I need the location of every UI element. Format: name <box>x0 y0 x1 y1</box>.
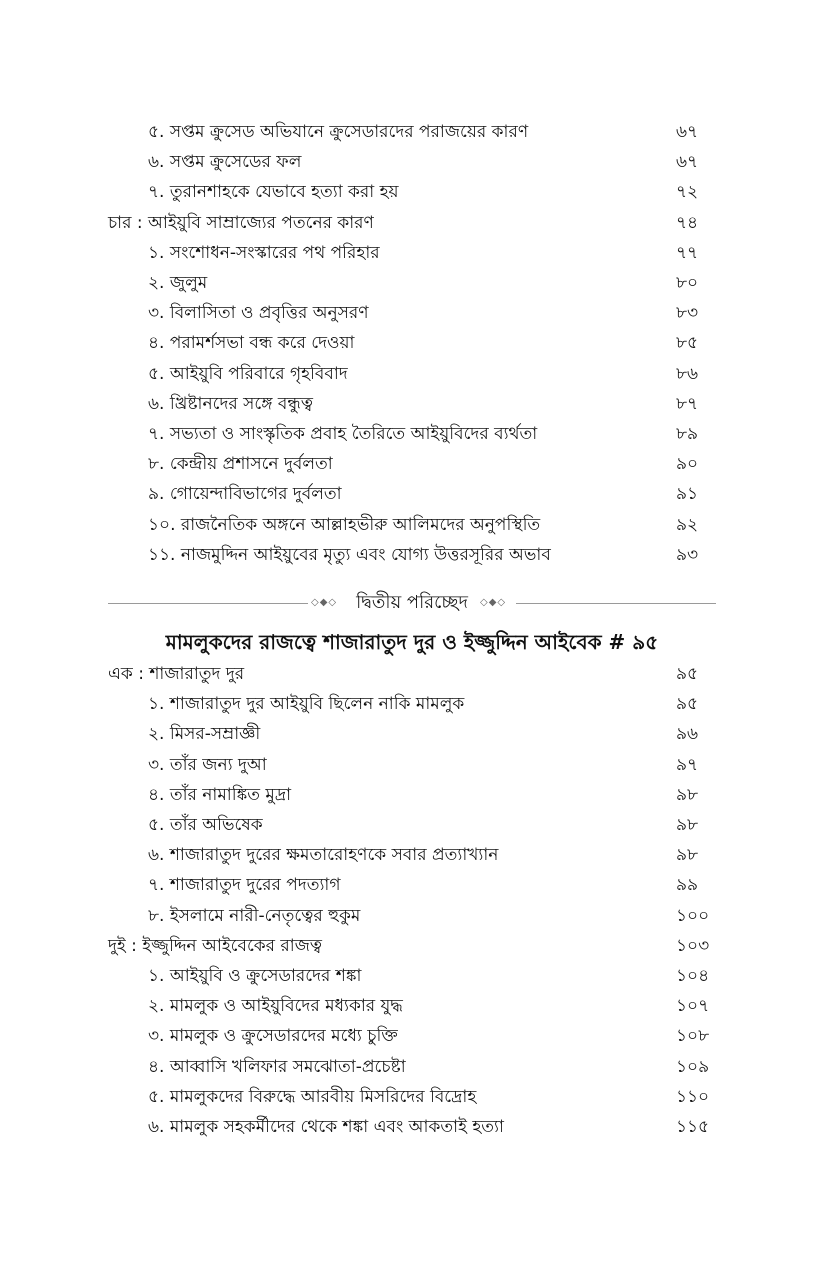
toc-entry-row <box>0 750 825 780</box>
toc-page-number: ৬৭ <box>676 122 699 142</box>
toc-page-number: ১১৫ <box>676 1117 710 1137</box>
toc-page-number: ৯৫ <box>676 664 699 684</box>
toc-page-number: ৮৭ <box>676 393 699 414</box>
divider-line-left <box>108 603 308 604</box>
toc-entry-row <box>0 479 825 509</box>
toc-entry-label: ৮. ইসলামে নারী-নেতৃত্বের হুকুম <box>148 905 361 926</box>
toc-entry-row <box>0 359 825 389</box>
toc-entry-row <box>0 540 825 570</box>
toc-page-number: ৮৯ <box>676 424 699 444</box>
toc-entry-label: ৭. শাজারাতুদ দুরের পদত্যাগ <box>148 875 341 896</box>
toc-page-number: ৯৬ <box>676 724 699 745</box>
toc-entry-row <box>0 510 825 540</box>
toc-page-number: ৯৭ <box>676 754 699 775</box>
toc-entry-label: ৪. তাঁর নামাঙ্কিত মুদ্রা <box>148 784 292 805</box>
toc-entry-label: ৪. আব্বাসি খলিফার সমঝোতা-প্রচেষ্টা <box>148 1056 406 1077</box>
toc-entry-label: ৫. মামলুকদের বিরুদ্ধে আরবীয় মিসরিদের বিদ্রোহ <box>148 1086 477 1107</box>
toc-section-row <box>0 931 825 961</box>
toc-entry-label: ১. শাজারাতুদ দুর আইয়ুবি ছিলেন নাকি মামলুক <box>148 694 465 715</box>
toc-entry-row <box>0 419 825 449</box>
toc-entry-label: ৩. মামলুক ও ক্রুসেডারদের মধ্যে চুক্তি <box>148 1026 398 1047</box>
ornament-right-icon: ◇◆◇ <box>480 597 507 608</box>
toc-entry-row <box>0 1052 825 1082</box>
toc-page-number: ৯৮ <box>676 815 699 835</box>
section-divider <box>108 588 716 618</box>
toc-page-number: ৯৯ <box>676 875 699 896</box>
toc-page-number: ৯৫ <box>676 694 699 715</box>
toc-entry-label: ৬. শাজারাতুদ দুরের ক্ষমতারোহণকে সবার প্রত্যাখ্যান <box>148 845 499 866</box>
toc-page-number: ৭৪ <box>676 212 699 233</box>
toc-page-number: ১০০ <box>676 905 710 926</box>
toc-entry-label: ৬. মামলুক সহকর্মীদের থেকে শঙ্কা এবং আকতাই হত্যা <box>148 1117 504 1137</box>
toc-page-number: ৭২ <box>676 182 699 203</box>
toc-entry-row <box>0 840 825 870</box>
toc-entry-label: ৪. পরামর্শসভা বন্ধ করে দেওয়া <box>148 333 355 354</box>
toc-entry-row <box>0 238 825 268</box>
toc-section-row <box>0 659 825 689</box>
toc-section-row <box>0 208 825 238</box>
toc-entry-row <box>0 389 825 419</box>
toc-entry-label: ১০. রাজনৈতিক অঙ্গনে আল্লাহভীরু আলিমদের অনুপস্থিতি <box>148 514 541 535</box>
toc-page-number: ১০৪ <box>676 966 710 986</box>
toc-entry-row <box>0 870 825 900</box>
toc-entry-label: দুই : ইজ্জুদ্দিন আইবেকের রাজত্ব <box>108 935 323 956</box>
toc-entry-label: ৩. তাঁর জন্য দুআ <box>148 754 267 775</box>
toc-entry-label: ১. সংশোধন-সংস্কারের পথ পরিহার <box>148 242 380 263</box>
toc-entry-row <box>0 961 825 991</box>
divider-line-right <box>516 603 716 604</box>
toc-entry-row <box>0 991 825 1021</box>
toc-entry-label: ২. জুলুম <box>148 273 208 293</box>
toc-page-number: ১০৯ <box>676 1056 710 1077</box>
toc-page-number: ৮৫ <box>676 333 699 354</box>
toc-entry-label: ৬. সপ্তম ক্রুসেডের ফল <box>148 152 302 173</box>
chapter-title: মামলুকদের রাজত্বে শাজারাতুদ দুর ও ইজ্জুদ্দিন আইবেক # ৯৫ <box>165 630 659 654</box>
ornament-left-icon: ◇◆◇ <box>311 597 338 608</box>
toc-entry-label: ৫. সপ্তম ক্রুসেড অভিযানে ক্রুসেডারদের পরাজয়ের কারণ <box>148 122 529 142</box>
toc-entry-label: ১. আইয়ুবি ও ক্রুসেডারদের শঙ্কা <box>148 966 362 986</box>
toc-entry-label: ৭. তুরানশাহকে যেভাবে হত্যা করা হয় <box>148 182 399 203</box>
toc-page-number: ৬৭ <box>676 152 699 173</box>
toc-entry-row <box>0 1082 825 1112</box>
toc-page-number: ৯৮ <box>676 784 699 805</box>
toc-page-number: ১০৮ <box>676 1026 710 1047</box>
toc-entry-label: ৯. গোয়েন্দাবিভাগের দুর্বলতা <box>148 484 342 505</box>
toc-entry-row <box>0 328 825 358</box>
divider-title: দ্বিতীয় পরিচ্ছেদ <box>356 592 468 613</box>
toc-page-number: ৯২ <box>676 514 699 535</box>
toc-entry-row <box>0 901 825 931</box>
toc-entry-label: এক : শাজারাতুদ দুর <box>108 664 245 684</box>
toc-entry-row <box>0 147 825 177</box>
toc-page-number: ১০৭ <box>676 996 710 1017</box>
toc-entry-row <box>0 689 825 719</box>
toc-entry-row <box>0 719 825 749</box>
toc-page-number: ৯৩ <box>676 544 699 565</box>
toc-page-number: ৯৮ <box>676 845 699 866</box>
toc-entry-row <box>0 1021 825 1051</box>
toc-entry-label: ২. মিসর-সম্রাজ্ঞী <box>148 724 261 745</box>
toc-entry-label: ৮. কেন্দ্রীয় প্রশাসনে দুর্বলতা <box>148 454 333 475</box>
toc-entry-row <box>0 177 825 207</box>
toc-page-number: ১০৩ <box>676 935 710 956</box>
toc-entry-label: ৭. সভ্যতা ও সাংস্কৃতিক প্রবাহ তৈরিতে আইয়ুবিদের ব্যর্থতা <box>148 424 538 444</box>
toc-page-number: ৯০ <box>676 454 699 475</box>
toc-entry-row <box>0 780 825 810</box>
toc-entry-label: ৫. তাঁর অভিষেক <box>148 815 263 835</box>
toc-entry-label: ৫. আইয়ুবি পরিবারে গৃহবিবাদ <box>148 363 348 384</box>
toc-page-number: ১১০ <box>676 1086 710 1107</box>
toc-page-number: ৭৭ <box>676 242 699 263</box>
toc-entry-label: ৬. খ্রিষ্টানদের সঙ্গে বন্ধুত্ব <box>148 393 313 414</box>
toc-entry-label: ১১. নাজমুদ্দিন আইয়ুবের মৃত্যু এবং যোগ্য উত্তরসূরির অভাব <box>148 544 551 565</box>
toc-page-number: ৮০ <box>676 273 699 293</box>
toc-page-number: ৯১ <box>676 484 699 505</box>
toc-entry-row <box>0 298 825 328</box>
toc-entry-row <box>0 810 825 840</box>
toc-page-number: ৮৩ <box>676 303 699 324</box>
toc-entry-row <box>0 117 825 147</box>
toc-entry-label: ২. মামলুক ও আইয়ুবিদের মধ্যকার যুদ্ধ <box>148 996 403 1017</box>
toc-entry-row <box>0 268 825 298</box>
toc-entry-row <box>0 449 825 479</box>
toc-entry-row <box>0 1112 825 1142</box>
toc-entry-label: ৩. বিলাসিতা ও প্রবৃত্তির অনুসরণ <box>148 303 369 324</box>
toc-entry-label: চার : আইয়ুবি সাম্রাজ্যের পতনের কারণ <box>108 212 374 233</box>
toc-page-number: ৮৬ <box>676 363 699 384</box>
